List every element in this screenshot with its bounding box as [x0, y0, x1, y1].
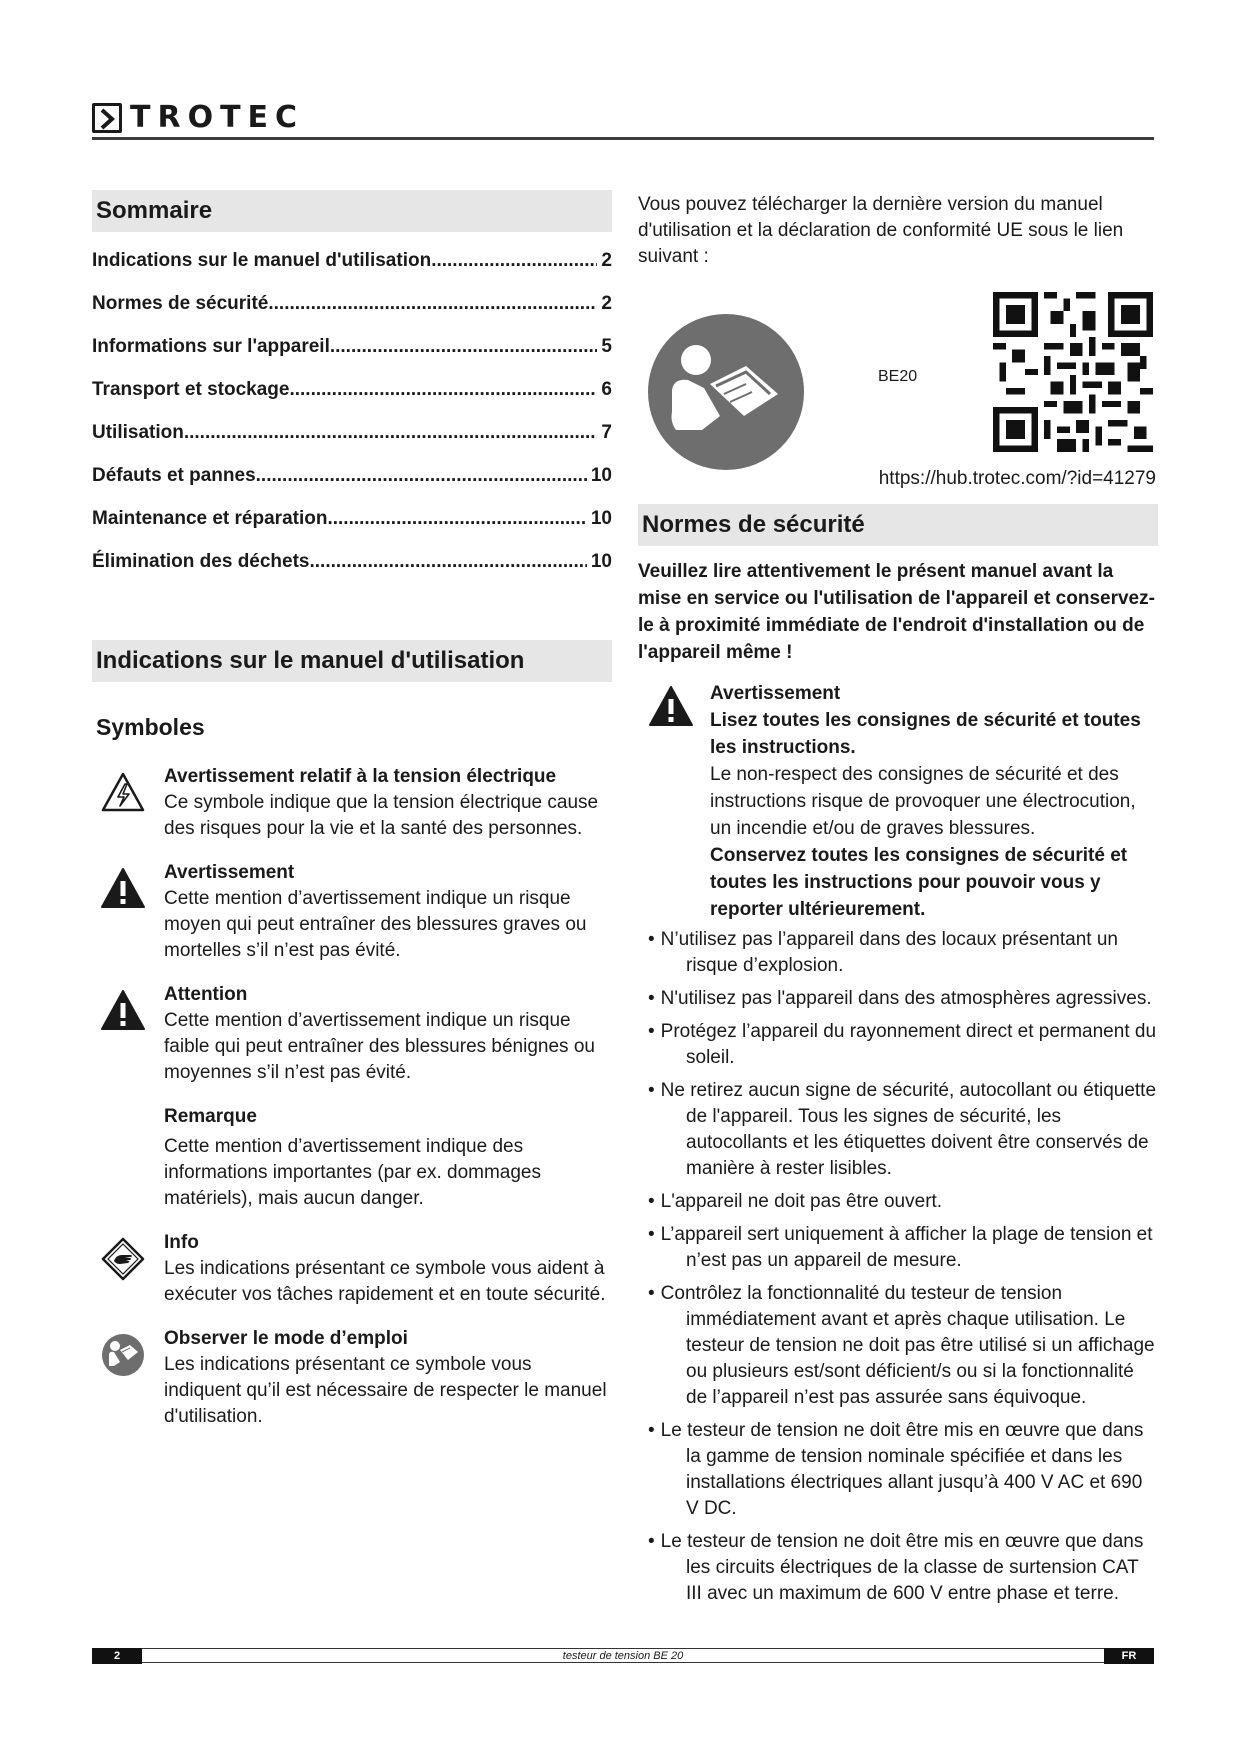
warning-icon: [100, 866, 146, 912]
toc-heading: Sommaire: [92, 190, 612, 232]
toc-item[interactable]: Défauts et pannes ..... 10: [92, 461, 612, 504]
symbol-description: Cette mention d’avertissement indique un risque moyen qui peut entraîner des blessures graves ou mortelles s’il n’est pas évité.: [164, 888, 587, 961]
toc-item[interactable]: Indications sur le manuel d'utilisation ..... 2: [92, 246, 612, 289]
list-item: • Contrôlez la fonctionnalité du testeur de tension immédiatement avant et après chaque utilisation. Le testeur de tension ne doit pas être utilisé si un affichage ou plusieurs est/sont déficient/s ou si la fonctionnalité de l’appareil n’est pas assurée sans équivoque.: [638, 1281, 1158, 1411]
page-number: 2: [92, 1648, 142, 1664]
page-footer: [92, 1648, 1154, 1664]
model-label: BE20: [878, 368, 918, 385]
page-header: [92, 100, 1154, 140]
symbol-warning: [92, 860, 612, 964]
left-column: [92, 190, 612, 1430]
header-rule: [92, 137, 1154, 140]
list-item: • Le testeur de tension ne doit être mis en œuvre que dans la gamme de tension nominale spécifiée et dans les installations électriques allant jusqu’à 400 V AC et 690 V DC.: [638, 1418, 1158, 1522]
symbol-description: Ce symbole indique que la tension électrique cause des risques pour la vie et la santé des personnes.: [164, 792, 599, 839]
symbol-title: Avertissement: [164, 862, 295, 883]
logo-text: TROTEC: [130, 100, 305, 135]
symbol-title: Attention: [164, 984, 248, 1005]
symbol-description: Les indications présentant ce symbole vous aident à exécuter vos tâches rapidement et en toute sécurité.: [164, 1258, 606, 1305]
qr-code-icon[interactable]: [993, 292, 1153, 452]
toc-item[interactable]: Transport et stockage ..... 6: [92, 375, 612, 418]
symbols-heading: Symboles: [96, 714, 205, 740]
toc-item[interactable]: Élimination des déchets ..... 10: [92, 547, 612, 590]
symbol-attention: [92, 982, 612, 1086]
safety-intro: Veuillez lire attentivement le présent manuel avant la mise en service ou l'utilisation de l'appareil et conservez-le à proximité immédiate de l'endroit d'installation ou de l'appareil même !: [638, 561, 1155, 663]
safety-heading: Normes de sécurité: [638, 504, 1158, 546]
download-text: Vous pouvez télécharger la dernière version du manuel d'utilisation et la déclaration de conformité UE sous le lien suivant :: [638, 194, 1124, 267]
read-manual-icon: [100, 1332, 146, 1378]
symbol-title: Remarque: [164, 1106, 257, 1127]
electric-warning-icon: [100, 770, 146, 816]
list-item: • Le testeur de tension ne doit être mis en œuvre que dans les circuits électriques de la classe de surtension CAT III avec un maximum de 600 V entre phase et terre.: [638, 1529, 1158, 1607]
list-item: • L’appareil sert uniquement à afficher la plage de tension et n’est pas un appareil de mesure.: [638, 1222, 1158, 1274]
toc-item[interactable]: Informations sur l'appareil ..... 5: [92, 332, 612, 375]
download-area: [638, 192, 1158, 489]
warning-keep-instruction: Conservez toutes les consignes de sécurité et toutes les instructions pour pouvoir vous y reporter ultérieurement.: [710, 845, 1128, 920]
list-item: • Ne retirez aucun signe de sécurité, autocollant ou étiquette de l'appareil. Tous les signes de sécurité, les autocollants et les étiquettes doivent être conservés de manière à rester lisibles.: [638, 1078, 1158, 1182]
symbol-description: Les indications présentant ce symbole vous indiquent qu’il est nécessaire de respecter le manuel d'utilisation.: [164, 1354, 607, 1427]
list-item: • N’utilisez pas l’appareil dans des locaux présentant un risque d’explosion.: [638, 927, 1158, 979]
symbol-description: Cette mention d’avertissement indique des informations importantes (par ex. dommages matériels), mais aucun danger.: [164, 1136, 541, 1209]
safety-list: [638, 927, 1158, 1607]
manual-section-heading: Indications sur le manuel d'utilisation: [92, 640, 612, 682]
info-hand-icon: [100, 1236, 146, 1282]
symbol-description: Cette mention d’avertissement indique un risque faible qui peut entraîner des blessures bénignes ou moyennes s’il n’est pas évité.: [164, 1010, 595, 1083]
symbol-title: Observer le mode d’emploi: [164, 1328, 408, 1349]
download-link[interactable]: https://hub.trotec.com/?id=41279: [878, 468, 1156, 489]
toc-item[interactable]: Normes de sécurité ..... 2: [92, 289, 612, 332]
toc-item[interactable]: Maintenance et réparation ..... 10: [92, 504, 612, 547]
document-title: testeur de tension BE 20: [142, 1648, 1104, 1663]
symbol-info: [92, 1230, 612, 1308]
warning-title: Avertissement: [710, 683, 841, 704]
symbol-remark: [92, 1104, 612, 1212]
warning-text: Le non-respect des consignes de sécurité et des instructions risque de provoquer une électrocution, un incendie et/ou de graves blessures.: [710, 764, 1136, 839]
right-column: [638, 192, 1158, 1614]
list-item: • N'utilisez pas l'appareil dans des atmosphères agressives.: [638, 986, 1158, 1012]
symbol-electric-warning: [92, 764, 612, 842]
safety-warning-block: [638, 680, 1158, 923]
list-item: • Protégez l’appareil du rayonnement direct et permanent du soleil.: [638, 1019, 1158, 1071]
chevron-right-icon: [92, 103, 122, 133]
warning-icon: [648, 684, 694, 730]
symbol-title: Info: [164, 1232, 199, 1253]
warning-instruction: Lisez toutes les consignes de sécurité et toutes les instructions.: [710, 710, 1141, 758]
table-of-contents: [92, 246, 612, 590]
trotec-logo: [92, 100, 304, 136]
list-item: • L'appareil ne doit pas être ouvert.: [638, 1189, 1158, 1215]
warning-icon: [100, 988, 146, 1034]
symbol-title: Avertissement relatif à la tension électrique: [164, 766, 557, 787]
read-manual-icon: [646, 312, 806, 472]
toc-item[interactable]: Utilisation ..... 7: [92, 418, 612, 461]
symbol-read-manual: [92, 1326, 612, 1430]
language-code: FR: [1104, 1648, 1154, 1664]
